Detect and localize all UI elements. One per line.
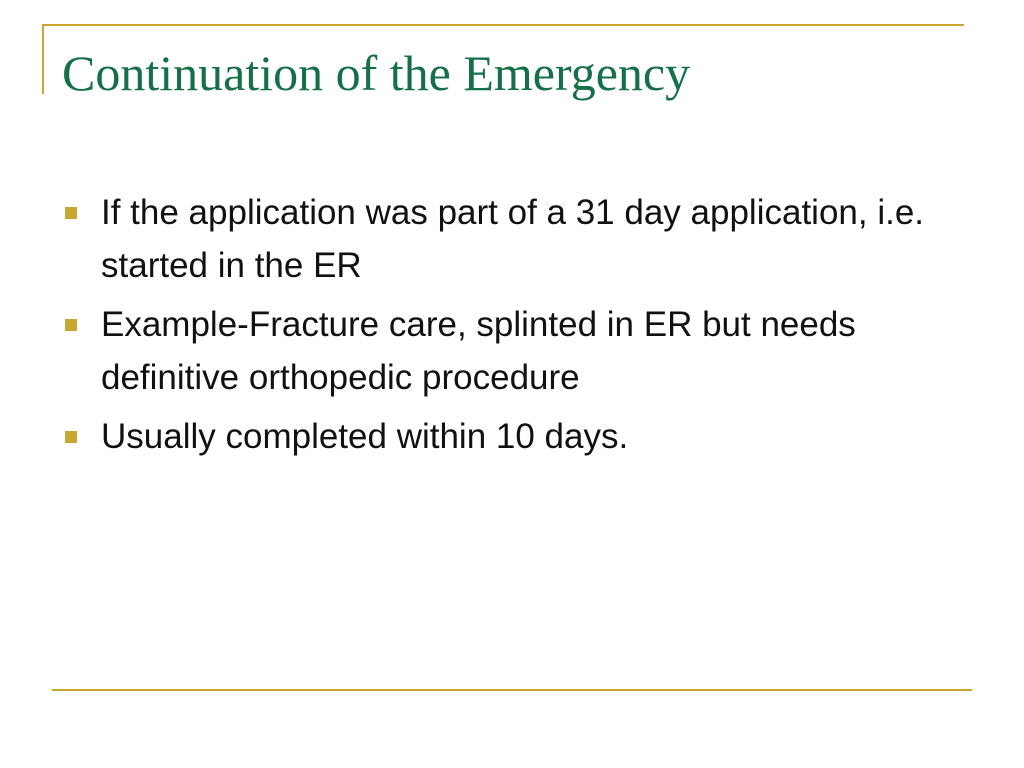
bullet-text: Example-Fracture care, splinted in ER but needs definitive orthopedic procedure	[101, 305, 856, 397]
bottom-rule	[52, 689, 972, 691]
square-bullet-icon	[65, 207, 77, 219]
bullet-item	[62, 298, 942, 404]
left-rule	[42, 24, 44, 94]
bullet-item	[62, 410, 942, 463]
square-bullet-icon	[65, 431, 77, 443]
bullet-item	[62, 186, 942, 292]
bullet-text: Usually completed within 10 days.	[101, 417, 629, 456]
bullet-text: If the application was part of a 31 day application, i.e. started in the ER	[101, 193, 925, 285]
slide-title: Continuation of the Emergency	[62, 45, 691, 101]
bullet-list	[62, 186, 942, 469]
square-bullet-icon	[65, 319, 77, 331]
top-rule	[42, 24, 964, 26]
